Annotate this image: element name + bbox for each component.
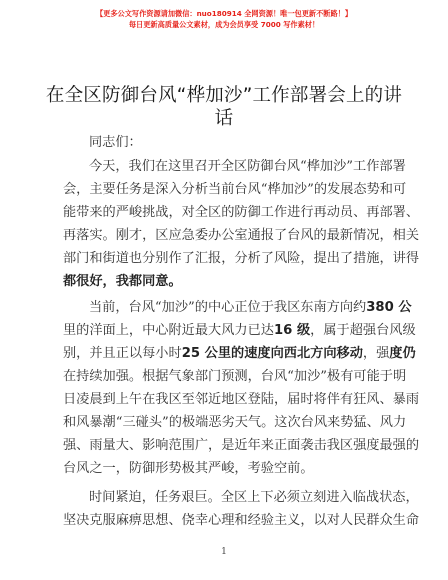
paragraph-line: 能带来的严峻挑战，对全区的防御工作进行再动员、再部署、 xyxy=(63,205,420,220)
bold-speed: 25 公里的速度向西北方向移动 xyxy=(181,346,363,361)
paragraph-line: 和风暴潮“三碰头”的极端恶劣天气。这次台风来势猛、风力 xyxy=(63,415,407,430)
paragraph-1 xyxy=(63,155,420,293)
paragraph-line xyxy=(63,296,412,319)
paragraph-line: 坚决克服麻痹思想、侥幸心理和经验主义，以对人民群众生命 xyxy=(63,513,420,528)
paragraph-line-bold: 都很好，我都同意。 xyxy=(63,274,182,289)
promo-banner xyxy=(0,8,448,30)
paragraph-line: 日凌晨到上午在我区至邻近地区登陆，届时将伴有狂风、暴雨 xyxy=(63,392,420,407)
bold-distance: 380 公 xyxy=(366,300,412,315)
paragraph-line: 再落实。刚才，区应急委办公室通报了台风的最新情况，相关 xyxy=(63,228,420,243)
paragraph-3 xyxy=(63,486,420,532)
paragraph-line xyxy=(63,342,416,365)
title-line-1: 在全区防御台风“桦加沙”工作部署会上的讲 xyxy=(45,85,403,106)
salutation-text: 同志们： xyxy=(89,135,142,150)
bold-intensity: 度仍 xyxy=(389,346,416,361)
paragraph-text: 当前，台风“加沙”的中心正位于我区东南方向约 xyxy=(89,300,367,315)
document-title xyxy=(40,84,408,130)
paragraph-text: 别，并且正以每小时 xyxy=(63,346,182,361)
paragraph-line: 在持续加强。根据气象部门预测，台风“加沙”极有可能于明 xyxy=(63,369,407,384)
page-number: 1 xyxy=(221,547,227,557)
paragraph-text: ，属于超强台风级 xyxy=(310,323,416,338)
title-line-2: 话 xyxy=(214,108,234,129)
promo-banner-line-2: 每日更新高质量公文素材，成为会员享受 7000 写作素材！ xyxy=(128,20,320,29)
paragraph-line: 部门和街道也分别作了汇报，分析了风险，提出了措施，讲得 xyxy=(63,251,420,266)
paragraph-2 xyxy=(63,296,420,480)
paragraph-text: ，强 xyxy=(362,346,390,361)
promo-banner-line-1: 【更多公文写作资源请加微信：nuo180914 全网资源！唯一包更新不断路！】 xyxy=(95,9,353,18)
paragraph-line xyxy=(63,319,416,342)
salutation xyxy=(63,131,393,154)
paragraph-line: 台风之一，防御形势极其严峻，考验空前。 xyxy=(63,461,314,476)
paragraph-text: 里的洋面上，中心附近最大风力已达 xyxy=(63,323,274,338)
paragraph-line: 今天，我们在这里召开全区防御台风“桦加沙”工作部署 xyxy=(89,159,406,174)
bold-wind-force: 16 级 xyxy=(274,323,311,338)
paragraph-line: 时间紧迫，任务艰巨。全区上下必须立刻进入临战状态， xyxy=(89,490,419,505)
paragraph-line: 会，主要任务是深入分析当前台风“桦加沙”的发展态势和可 xyxy=(63,182,407,197)
paragraph-line: 强、雨量大、影响范围广，是近年来正面袭击我区强度最强的 xyxy=(63,438,420,453)
